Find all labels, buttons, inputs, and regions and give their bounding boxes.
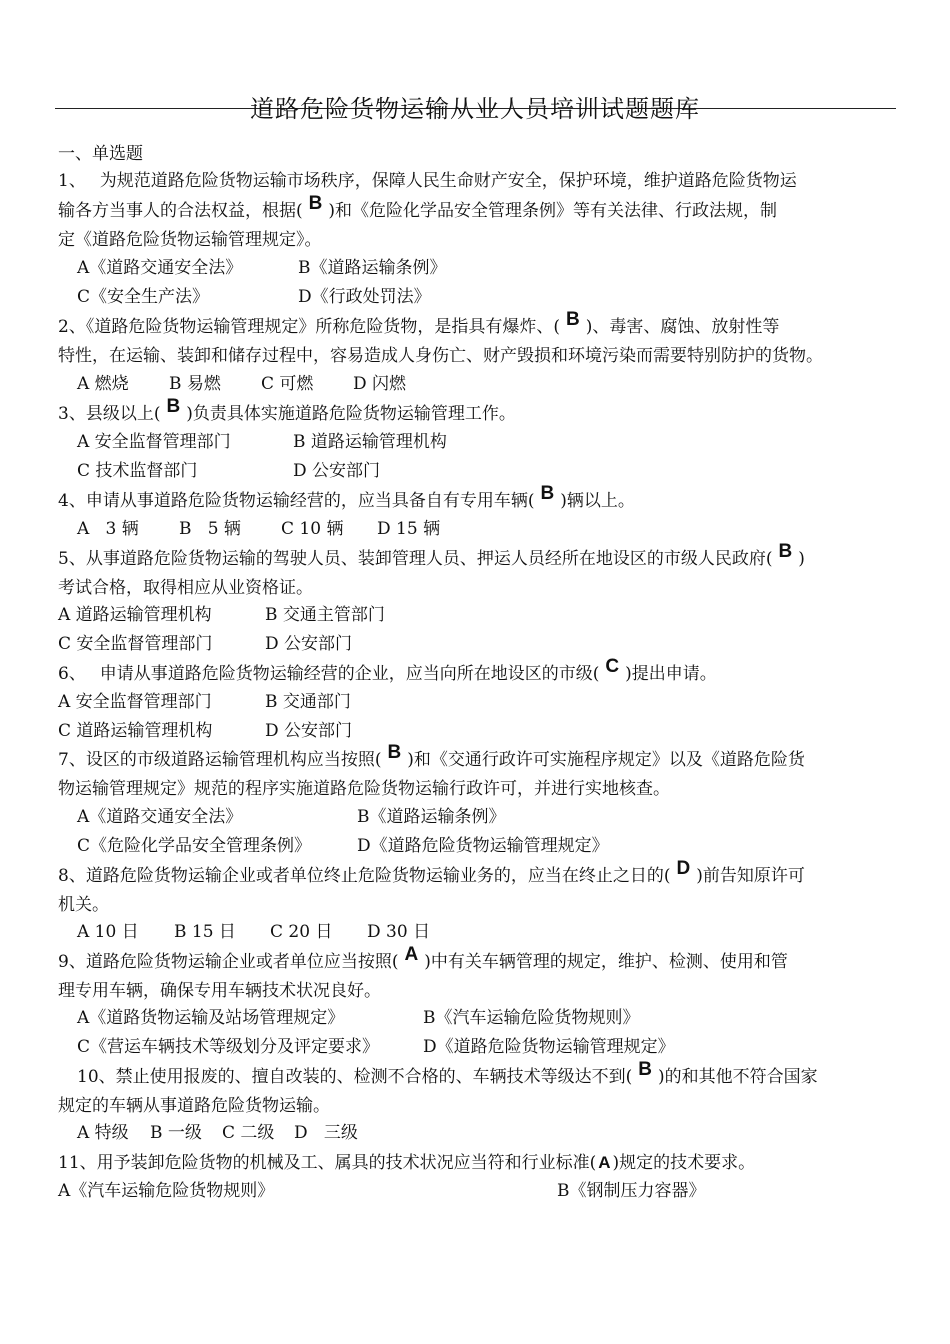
q8-line1: 8、道路危险货物运输企业或者单位终止危险货物运输业务的，应当在终止之日的( D )前告知原许可: [58, 861, 903, 891]
question-8: [58, 858, 903, 920]
q8-option-a: A 10 日: [77, 922, 139, 942]
q4-line1: 4、申请从事道路危险货物运输经营的，应当具备自有专用车辆( B )辆以上。: [58, 486, 903, 516]
q6-option-b: B 交通部门: [265, 692, 351, 712]
q4-option-c: C 10 辆: [281, 519, 344, 539]
q3-option-b: B 道路运输管理机构: [293, 432, 447, 452]
q1-line1: 1、 为规范道路危险货物运输市场秩序，保障人民生命财产安全，保护环境，维护道路危险货物运: [58, 171, 797, 191]
q10-line2: 规定的车辆从事道路危险货物运输。: [58, 1096, 330, 1116]
question-4: [58, 483, 903, 516]
question-5: [58, 541, 903, 603]
q1-option-a: A《道路交通安全法》: [77, 258, 243, 278]
q1-answer: B: [308, 193, 323, 214]
q4-option-a: A 3 辆: [77, 519, 139, 539]
q1-option-b: B《道路运输条例》: [298, 258, 447, 278]
q2-line2: 特性，在运输、装卸和储存过程中，容易造成人身伤亡、财产毁损和环境污染而需要特别防护的货物。: [58, 346, 823, 366]
page-title: 道路危险货物运输从业人员培训试题题库: [250, 95, 700, 123]
q1-line3: 定《道路危险货物运输管理规定》。: [58, 230, 322, 250]
q3-answer: B: [166, 396, 181, 417]
q5-line1: 5、从事道路危险货物运输的驾驶人员、装卸管理人员、押运人员经所在地设区的市级人民政府( B ): [58, 544, 903, 574]
q2-line1: 2、《道路危险货物运输管理规定》所称危险货物，是指具有爆炸、( B )、毒害、腐蚀、放射性等: [58, 312, 903, 342]
q9-option-c: C《营运车辆技术等级划分及评定要求》: [77, 1037, 380, 1057]
q2-answer: B: [565, 309, 580, 330]
q11-option-b: B《钢制压力容器》: [557, 1181, 706, 1201]
q7-answer: B: [387, 742, 402, 763]
q6-line1: 6、 申请从事道路危险货物运输经营的企业，应当向所在地设区的市级( C )提出申请。: [58, 659, 903, 689]
q9-option-a: A《道路货物运输及站场管理规定》: [77, 1008, 345, 1028]
question-3: [58, 396, 903, 429]
question-6: [58, 656, 903, 689]
q5-option-b: B 交通主管部门: [265, 605, 385, 625]
q2-option-c: C 可燃: [261, 374, 314, 394]
q10-option-c: C 二级: [222, 1123, 275, 1143]
q2-option-a: A 燃烧: [77, 374, 129, 394]
q4-option-b: B 5 辆: [179, 519, 241, 539]
q8-answer: D: [676, 858, 691, 879]
question-1: [58, 167, 903, 255]
q6-option-c: C 道路运输管理机构: [58, 721, 213, 741]
q10-option-d: D 三级: [294, 1123, 358, 1143]
q3-option-a: A 安全监督管理部门: [77, 432, 231, 452]
q6-option-a: A 安全监督管理部门: [58, 692, 212, 712]
question-11: [58, 1148, 903, 1178]
q5-option-c: C 安全监督管理部门: [58, 634, 213, 654]
q5-option-a: A 道路运输管理机构: [58, 605, 212, 625]
q1-option-d: D《行政处罚法》: [298, 287, 431, 307]
q1-option-c: C《安全生产法》: [77, 287, 210, 307]
q7-option-a: A《道路交通安全法》: [77, 807, 243, 827]
q2-option-b: B 易燃: [169, 374, 221, 394]
q11-line1: 11、用予装卸危险货物的机械及工、属具的技术状况应当符和行业标准( A )规定的技术要求。: [58, 1148, 903, 1178]
q11-answer: A: [598, 1153, 611, 1172]
q8-option-c: C 20 日: [270, 922, 333, 942]
q6-option-d: D 公安部门: [265, 721, 353, 741]
q7-line1: 7、设区的市级道路运输管理机构应当按照( B )和《交通行政许可实施程序规定》以及《道路危险货: [58, 745, 903, 775]
q2-option-d: D 闪燃: [353, 374, 407, 394]
q11-option-a: A《汽车运输危险货物规则》: [58, 1181, 275, 1201]
q4-answer: B: [540, 483, 555, 504]
q1-line2: 输各方当事人的合法权益，根据( B )和《危险化学品安全管理条例》等有关法律、行政法规，制: [58, 196, 903, 226]
q7-option-c: C《危险化学品安全管理条例》: [77, 836, 312, 856]
question-7: [58, 742, 903, 804]
q6-answer: C: [605, 656, 620, 677]
q4-option-d: D 15 辆: [377, 519, 441, 539]
question-2: [58, 309, 903, 371]
q7-line2: 物运输管理规定》规范的程序实施道路危险货物运输行政许可，并进行实地核查。: [58, 779, 670, 799]
q7-option-b: B《道路运输条例》: [357, 807, 506, 827]
q9-line1: 9、道路危险货物运输企业或者单位应当按照( A )中有关车辆管理的规定，维护、检测、使用和管: [58, 947, 903, 977]
q3-option-c: C 技术监督部门: [77, 461, 198, 481]
q5-option-d: D 公安部门: [265, 634, 353, 654]
q8-line2: 机关。: [58, 895, 109, 915]
q3-option-d: D 公安部门: [293, 461, 381, 481]
q10-answer: B: [638, 1059, 652, 1080]
q9-option-d: D《道路危险货物运输管理规定》: [423, 1037, 675, 1057]
q5-answer: B: [778, 541, 793, 562]
q10-line1: 10、禁止使用报废的、擅自改装的、检测不合格的、车辆技术等级达不到( B )的和其他不符合国家: [58, 1062, 903, 1092]
q9-option-b: B《汽车运输危险货物规则》: [423, 1008, 640, 1028]
q8-option-b: B 15 日: [174, 922, 236, 942]
q7-option-d: D《道路危险货物运输管理规定》: [357, 836, 609, 856]
q9-answer: A: [404, 944, 419, 965]
question-9: [58, 944, 903, 1006]
q5-line2: 考试合格，取得相应从业资格证。: [58, 578, 313, 598]
q10-option-b: B 一级: [150, 1123, 202, 1143]
q10-option-a: A 特级: [77, 1123, 129, 1143]
q3-line1: 3、县级以上( B )负责具体实施道路危险货物运输管理工作。: [58, 399, 903, 429]
q8-option-d: D 30 日: [367, 922, 431, 942]
section-heading: 一、单选题: [58, 144, 143, 164]
question-10: [58, 1059, 903, 1121]
q9-line2: 理专用车辆，确保专用车辆技术状况良好。: [58, 981, 381, 1001]
